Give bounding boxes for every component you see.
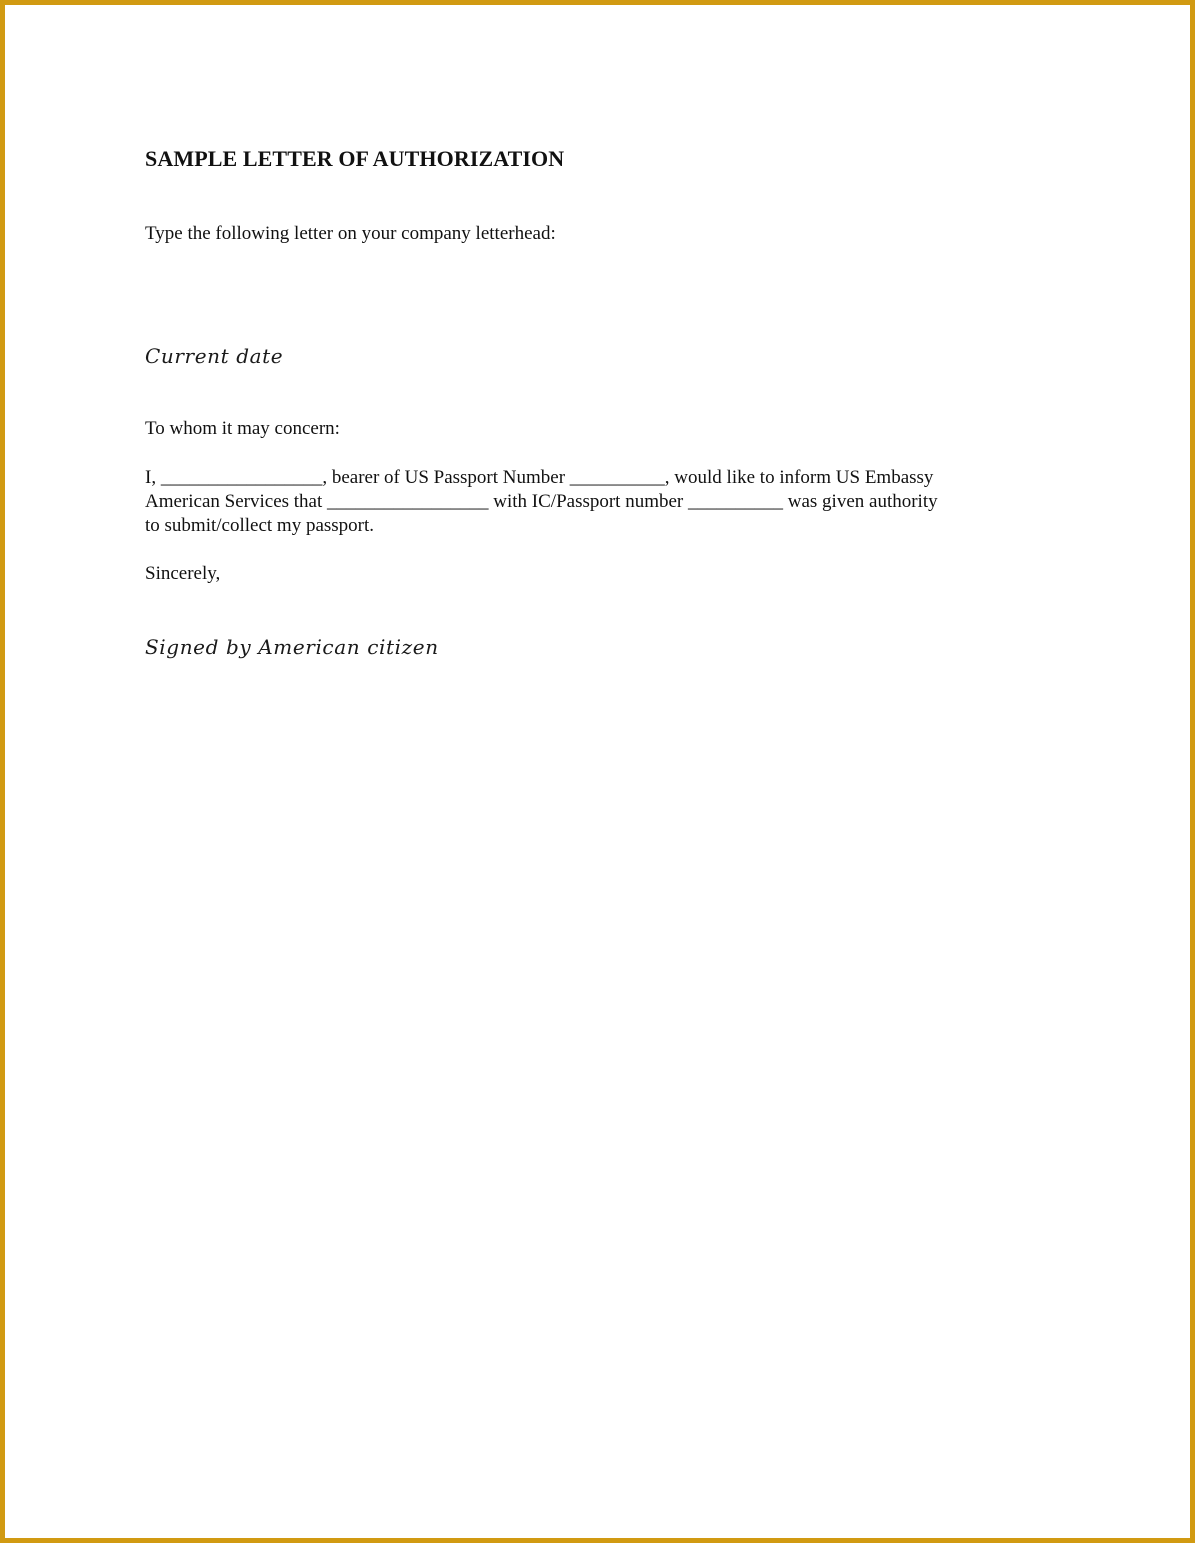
salutation: To whom it may concern: [145,418,340,439]
letter-body-line: American Services that _________________ with IC/Passport number __________ was given authority [145,491,938,512]
letter-body-line: I, _________________, bearer of US Passport Number __________, would like to inform US Embassy [145,467,934,488]
signature-placeholder: Signed by American citizen [145,635,439,659]
closing: Sincerely, [145,563,221,584]
document-title: SAMPLE LETTER OF AUTHORIZATION [145,146,565,171]
letter-body-line: to submit/collect my passport. [145,515,375,536]
instruction-text: Type the following letter on your company letterhead: [145,223,556,244]
letter-body [145,466,1065,538]
current-date-placeholder: Current date [145,344,284,368]
